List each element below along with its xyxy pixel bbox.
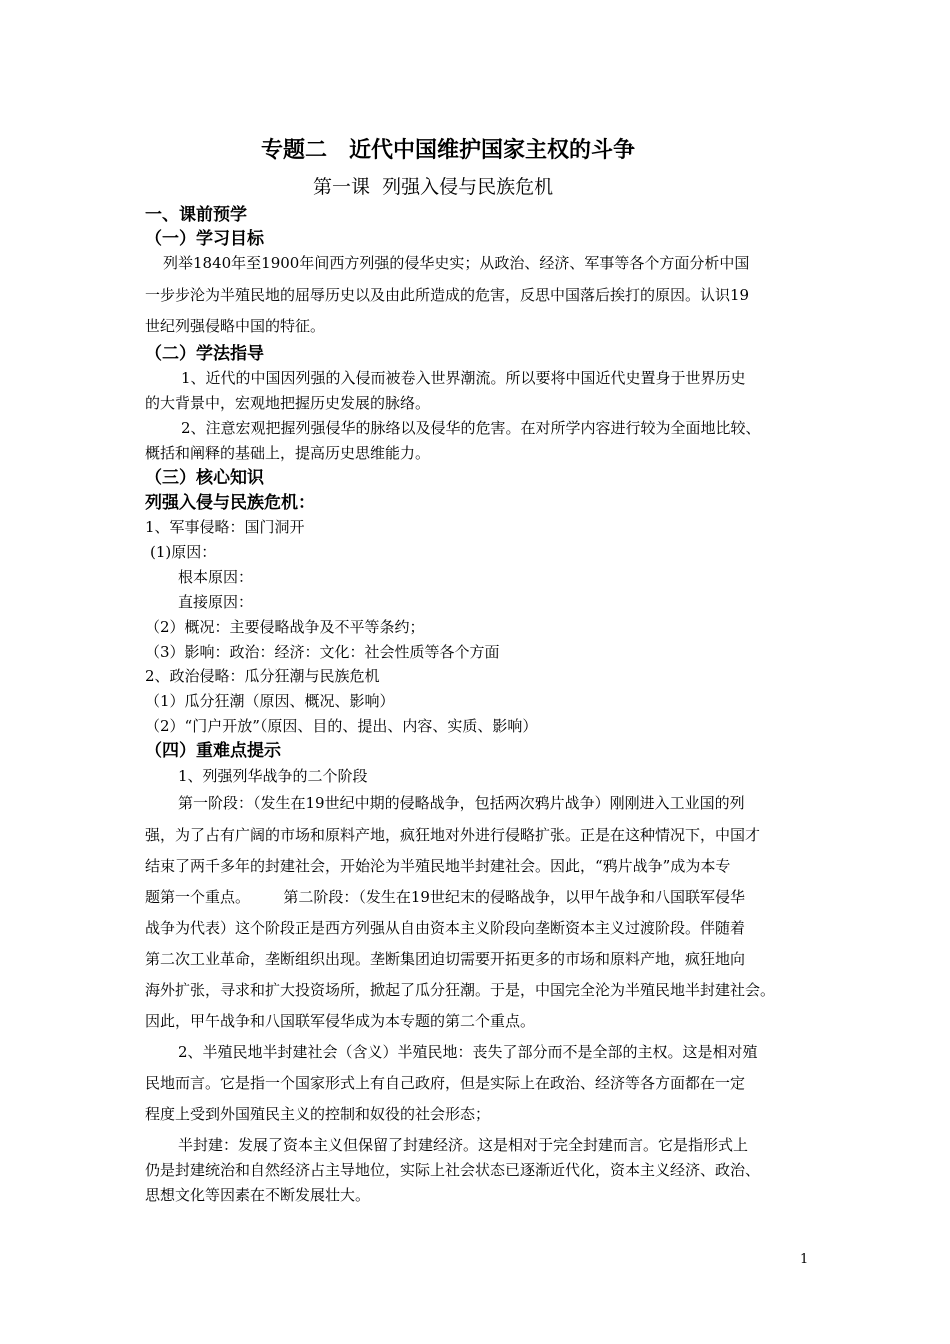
- text-line: 题第一个重点。 第二阶段：（发生在19世纪末的侵略战争，以甲午战争和八国联军侵华: [145, 888, 745, 906]
- text-line: 第一阶段：（发生在19世纪中期的侵略战争，包括两次鸦片战争）刚刚进入工业国的列: [178, 794, 745, 812]
- text-line: （1）瓜分狂潮（原因、概况、影响）: [145, 692, 395, 710]
- subsection-heading: （四）重难点提示: [145, 741, 281, 761]
- text-line: 2、政治侵略：瓜分狂潮与民族危机: [145, 667, 380, 685]
- text-line: 思想文化等因素在不断发展壮大。: [145, 1186, 371, 1204]
- text-line: 列举1840年至1900年间西方列强的侵华史实；从政治、经济、军事等各个方面分析中国: [163, 254, 750, 272]
- text-line: 民地而言。它是指一个国家形式上有自己政府，但是实际上在政治、经济等各方面都在一定: [145, 1074, 746, 1092]
- page-title: 专题二 近代中国维护国家主权的斗争: [261, 138, 636, 163]
- text-line: 第二次工业革命，垄断组织出现。垄断集团迫切需要开拓更多的市场和原料产地，疯狂地向: [145, 950, 746, 968]
- text-line: 的大背景中，宏观地把握历史发展的脉络。: [145, 394, 431, 412]
- text-line: 海外扩张，寻求和扩大投资场所，掀起了瓜分狂潮。于是，中国完全沦为半殖民地半封建社会。: [145, 981, 776, 999]
- text-line: 仍是封建统治和自然经济占主导地位，实际上社会状态已逐渐近代化，资本主义经济、政治、: [145, 1161, 761, 1179]
- text-line: 战争为代表）这个阶段正是西方列强从自由资本主义阶段向垄断资本主义过渡阶段。伴随着: [145, 919, 746, 937]
- text-line: 1、军事侵略：国门洞开: [145, 518, 305, 536]
- text-line: 2、半殖民地半封建社会（含义）半殖民地：丧失了部分而不是全部的主权。这是相对殖: [178, 1043, 758, 1061]
- topic-heading: 列强入侵与民族危机：: [145, 493, 315, 513]
- text-line: 1、近代的中国因列强的入侵而被卷入世界潮流。所以要将中国近代史置身于世界历史: [181, 369, 746, 387]
- text-line: (1)原因：: [150, 543, 217, 561]
- text-line: 根本原因：: [178, 568, 254, 586]
- text-line: 程度上受到外国殖民主义的控制和奴役的社会形态；: [145, 1105, 491, 1123]
- text-line: 世纪列强侵略中国的特征。: [145, 317, 326, 335]
- text-line: 因此，甲午战争和八国联军侵华成为本专题的第二个重点。: [145, 1012, 536, 1030]
- subsection-heading: （一）学习目标: [145, 229, 264, 249]
- text-line: 一步步沦为半殖民地的屈辱历史以及由此所造成的危害，反思中国落后挨打的原因。认识19: [145, 286, 750, 304]
- text-line: 半封建：发展了资本主义但保留了封建经济。这是相对于完全封建而言。它是指形式上: [178, 1136, 749, 1154]
- text-line: 概括和阐释的基础上，提高历史思维能力。: [145, 444, 431, 462]
- text-line: 强，为了占有广阔的市场和原料产地，疯狂地对外进行侵略扩张。正是在这种情况下，中国才: [145, 826, 761, 844]
- text-line: （2）概况：主要侵略战争及不平等条约；: [145, 618, 425, 636]
- text-line: 2、注意宏观把握列强侵华的脉络以及侵华的危害。在对所学内容进行较为全面地比较、: [181, 419, 761, 437]
- lesson-title: 第一课 列强入侵与民族危机: [313, 176, 554, 198]
- subsection-heading: （三）核心知识: [145, 468, 264, 488]
- text-line: （3）影响：政治：经济：文化：社会性质等各个方面: [145, 643, 500, 661]
- text-line: （2）“门户开放”（原因、目的、提出、内容、实质、影响）: [145, 717, 538, 735]
- text-line: 直接原因：: [178, 593, 254, 611]
- text-line: 1、列强列华战争的二个阶段: [178, 767, 368, 785]
- page-number: 1: [800, 1252, 809, 1267]
- subsection-heading: （二）学法指导: [145, 344, 264, 364]
- text-line: 结束了两千多年的封建社会，开始沦为半殖民地半封建社会。因此，“鸦片战争”成为本专: [145, 857, 731, 875]
- section-heading: 一、课前预学: [145, 205, 247, 225]
